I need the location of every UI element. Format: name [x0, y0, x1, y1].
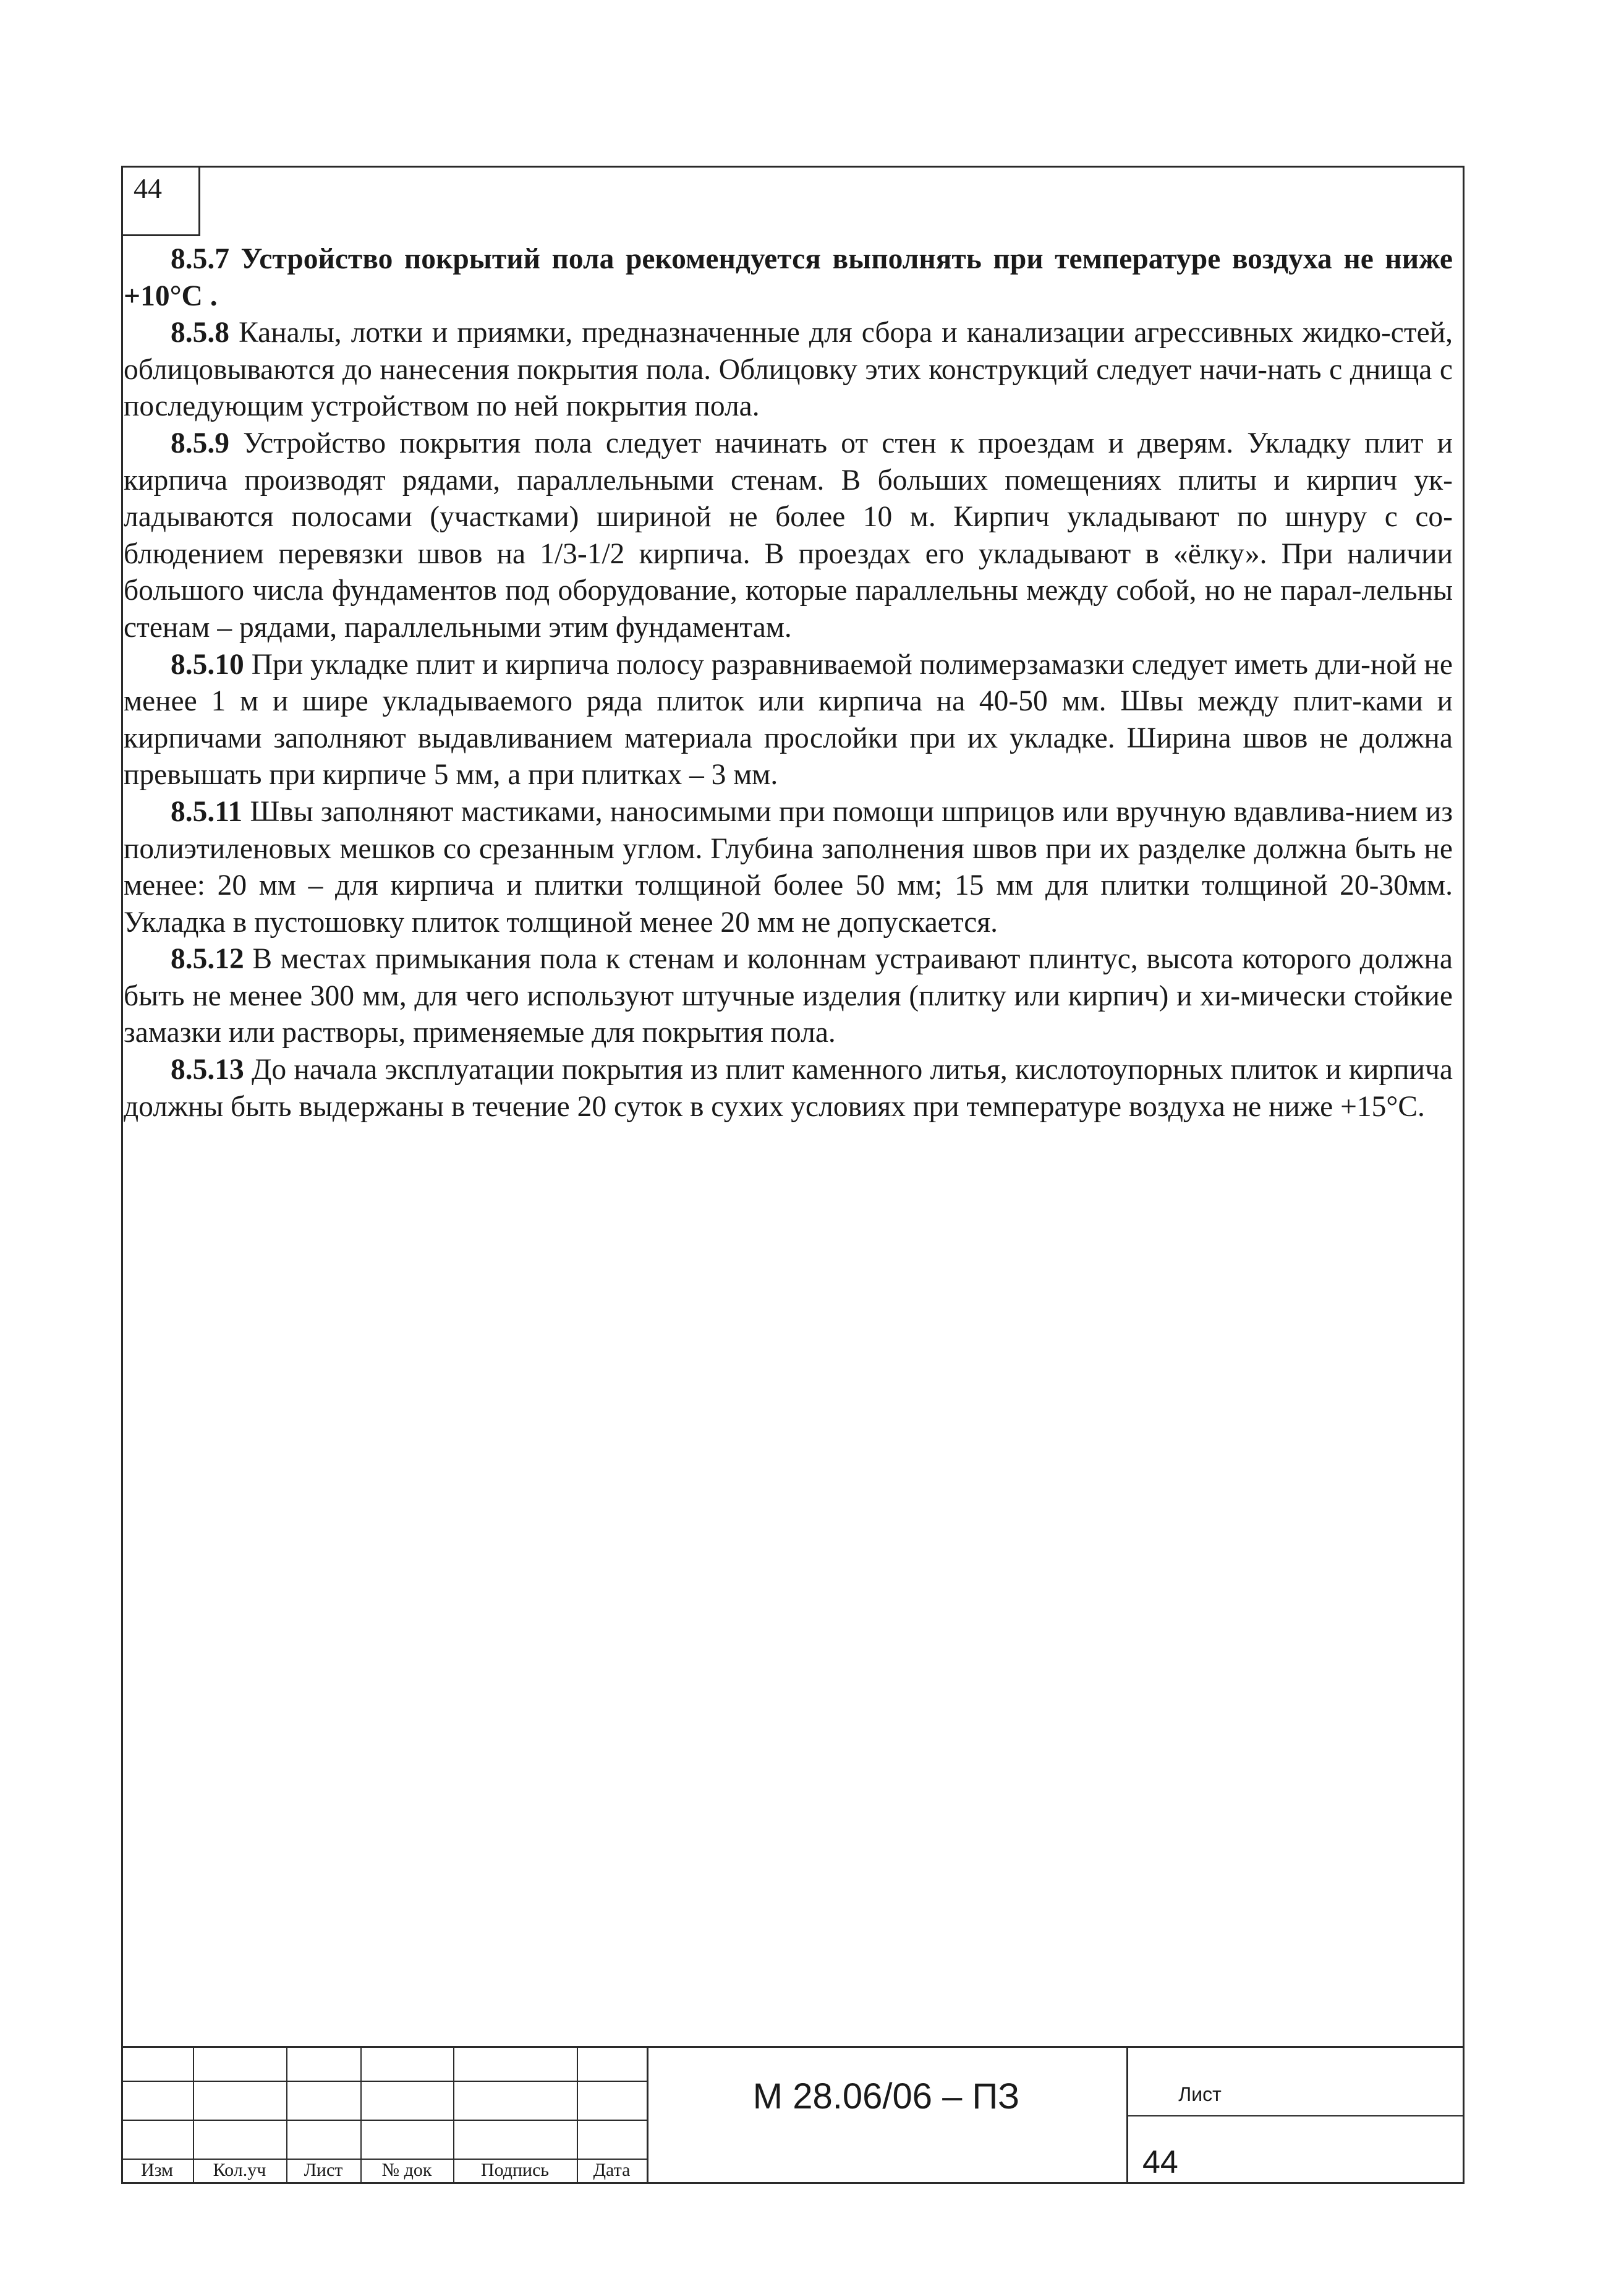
clause-text: Каналы, лотки и приямки, предназначенные для сбора и канализации агрессивных жидко-стей, облицовываются до нанесения покрытия пола. Облицовку этих конструкций следует начи-нать с днища с последующим устройством по ней покрытия пола.	[124, 317, 1453, 423]
clause-text: До начала эксплуатации покрытия из плит каменного литья, кислотоупорных плиток и кирпича должны быть выдержаны в течение 20 суток в сухих условиях при температуре воздуха не ниже +15°С.	[124, 1054, 1453, 1123]
clause-number: 8.5.11	[171, 795, 243, 828]
revision-row-line	[121, 2120, 647, 2121]
clause-number: 8.5.7	[171, 243, 229, 275]
clause-number: 8.5.8	[171, 317, 229, 349]
clause-number: 8.5.12	[171, 943, 244, 976]
clause-number: 8.5.13	[171, 1054, 244, 1086]
paragraph-8-5-13	[124, 1052, 1453, 1125]
sheet-cell-line	[1126, 2115, 1465, 2116]
column-label-doc-number: № док	[381, 2160, 432, 2180]
paragraph-8-5-12	[124, 941, 1453, 1052]
title-block	[121, 2046, 1465, 2184]
page-number-box	[121, 166, 200, 236]
column-label-date: Дата	[593, 2160, 631, 2180]
column-label-izm: Изм	[140, 2160, 174, 2180]
clause-text: Устройство покрытия пола следует начинать от стен к проездам и дверям. Укладку плит и кирпича производят рядами, параллельными стенам. В больших помещениях плиты и кирпич ук-ладываются полосами (участками) шириной не более 10 м. Кирпич укладывают по шнуру с со-блюдением перевязки швов на 1/3-1/2 кирпича. В проездах его укладывают в «ёлку». При наличии большого числа фундаментов под оборудование, которые параллельны между собой, но не парал-лельны стенам – рядами, параллельными этим фундаментам.	[124, 427, 1453, 644]
document-code: М 28.06/06 – ПЗ	[752, 2076, 1020, 2116]
sheet-number: 44	[1142, 2144, 1178, 2180]
revision-row-line	[121, 2081, 647, 2082]
clause-text: Швы заполняют мастиками, наносимыми при помощи шприцов или вручную вдавлива-нием из полиэтиленовых мешков со срезанным углом. Глубина заполнения швов при их разделке должна быть не менее: 20 мм – для кирпича и плитки толщиной более 50 мм; 15 мм для плитки толщиной 20-30мм. Укладка в пустошовку плиток толщиной менее 20 мм не допускается.	[124, 795, 1453, 939]
clause-number: 8.5.9	[171, 427, 229, 459]
title-block-top-border	[121, 2046, 1465, 2048]
clause-text: В местах примыкания пола к стенам и колоннам устраивают плинтус, высота которого должна быть не менее 300 мм, для чего используют штучные изделия (плитку или кирпич) и хи-мически стойкие замазки или растворы, применяемые для покрытия пола.	[124, 943, 1453, 1049]
clause-text: Устройство покрытий пола рекомендуется выполнять при температуре воздуха не ниже +10°С .	[124, 243, 1453, 312]
paragraph-8-5-11	[124, 794, 1453, 941]
clause-number: 8.5.10	[171, 648, 244, 681]
paragraph-8-5-8	[124, 315, 1453, 425]
sheet-label: Лист	[1178, 2083, 1222, 2105]
column-label-signature: Подпись	[480, 2160, 550, 2180]
column-label-list: Лист	[304, 2160, 343, 2180]
column-label-kol-uch: Кол.уч	[213, 2160, 266, 2180]
page-number: 44	[134, 173, 162, 204]
paragraph-8-5-9	[124, 425, 1453, 647]
paragraph-8-5-7	[124, 241, 1453, 315]
document-body	[124, 241, 1453, 1125]
paragraph-8-5-10	[124, 647, 1453, 794]
clause-text: При укладке плит и кирпича полосу разравниваемой полимерзамазки следует иметь дли-ной не менее 1 м и шире укладываемого ряда плиток или кирпича на 40-50 мм. Швы между плит-ками и кирпичами заполняют выдавливанием материала прослойки при их укладке. Ширина швов не должна превышать при кирпиче 5 мм, а при плитках – 3 мм.	[124, 648, 1453, 791]
